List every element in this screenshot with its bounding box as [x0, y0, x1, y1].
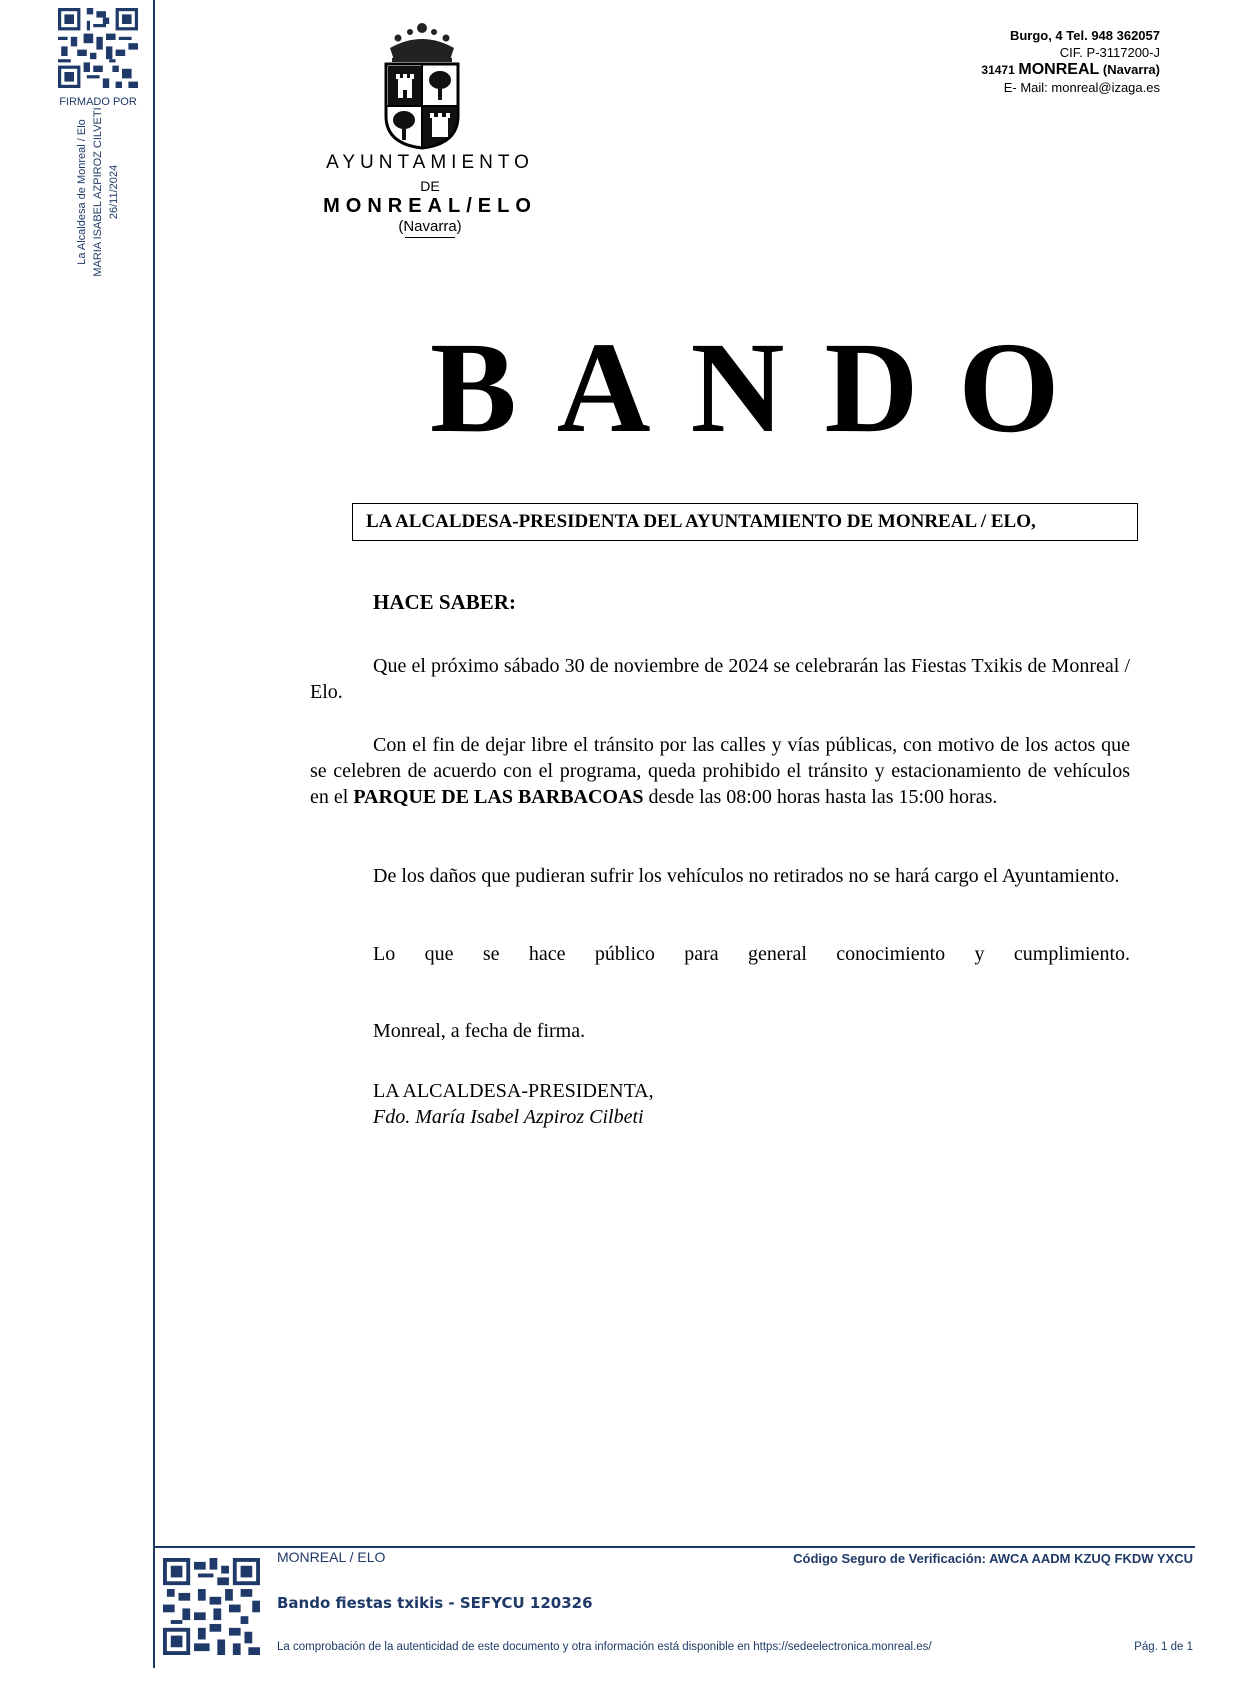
municipality-header — [300, 152, 560, 238]
paragraph-2 — [310, 732, 1130, 810]
header-underline — [405, 237, 455, 238]
margin-line — [153, 0, 155, 1668]
signer-line-1: La Alcaldesa de Monreal / Elo — [76, 119, 88, 265]
place-date: Monreal, a fecha de firma. — [373, 1020, 586, 1042]
signer-date: 26/11/2024 — [108, 164, 120, 220]
contact-province: (Navarra) — [1102, 62, 1160, 77]
firmado-por-label: FIRMADO POR — [59, 96, 137, 108]
de-label: DE — [420, 178, 440, 194]
coat-of-arms-icon — [380, 20, 464, 150]
parque-barbacoas-highlight: PARQUE DE LAS BARBACOAS — [353, 786, 644, 808]
paragraph-2-text-a: Con el fin de dejar libre el tránsito por las calles y vías públicas, con motivo de los actos que se celebren de acuerdo con el programa, queda prohibido el tránsito y estacionamiento de vehículos en el — [310, 734, 1130, 808]
paragraph-4: Lo que se hace público para general conocimiento y cumplimiento. — [373, 943, 1130, 965]
qr-code-icon — [163, 1558, 260, 1655]
footer-org: MONREAL / ELO — [277, 1549, 386, 1565]
ayuntamiento-label: AYUNTAMIENTO — [326, 152, 534, 173]
signatory-name: Fdo. María Isabel Azpiroz Cilbeti — [373, 1106, 644, 1128]
boxed-heading: LA ALCALDESA-PRESIDENTA DEL AYUNTAMIENTO DE MONREAL / ELO, — [352, 503, 1138, 541]
paragraph-1: Que el próximo sábado 30 de noviembre de 2024 se celebrarán las Fiestas Txikis de Monreal / Elo. — [310, 655, 1130, 703]
contact-city: MONREAL — [1018, 61, 1100, 78]
paragraph-2-text-b: desde las 08:00 horas hasta las 15:00 horas. — [643, 786, 998, 808]
page-number: Pág. 1 de 1 — [1134, 1641, 1193, 1653]
verification-code: Código Seguro de Verificación: AWCA AADM KZUQ FKDW YXCU — [793, 1551, 1193, 1566]
contact-address: Burgo, 4 Tel. 948 362057 — [1009, 28, 1160, 43]
hace-saber-heading: HACE SABER: — [373, 590, 516, 614]
municipality-name: MONREAL/ELO — [323, 195, 537, 217]
contact-postal-code: 31471 — [981, 63, 1015, 77]
region-label: (Navarra) — [398, 218, 462, 235]
footer-divider — [155, 1546, 1195, 1548]
contact-block — [981, 27, 1160, 96]
contact-cif: CIF. P-3117200-J — [1059, 45, 1160, 60]
qr-code-icon — [58, 8, 138, 88]
signer-line-2: MARIA ISABEL AZPIROZ CILVETI — [92, 107, 104, 277]
contact-email: E- Mail: monreal@izaga.es — [1003, 80, 1160, 95]
footer-document-title: Bando fiestas txikis - SEFYCU 120326 — [277, 1594, 593, 1612]
document-title: BANDO — [430, 316, 1100, 460]
paragraph-3: De los daños que pudieran sufrir los vehículos no retirados no se hará cargo el Ayuntamiento. — [373, 865, 1120, 887]
signer-info — [74, 102, 122, 282]
signatory-title: LA ALCALDESA-PRESIDENTA, — [373, 1080, 654, 1102]
authenticity-note: La comprobación de la autenticidad de este documento y otra información está disponible en https://sedeelectronica.monreal.es/ — [277, 1641, 932, 1653]
